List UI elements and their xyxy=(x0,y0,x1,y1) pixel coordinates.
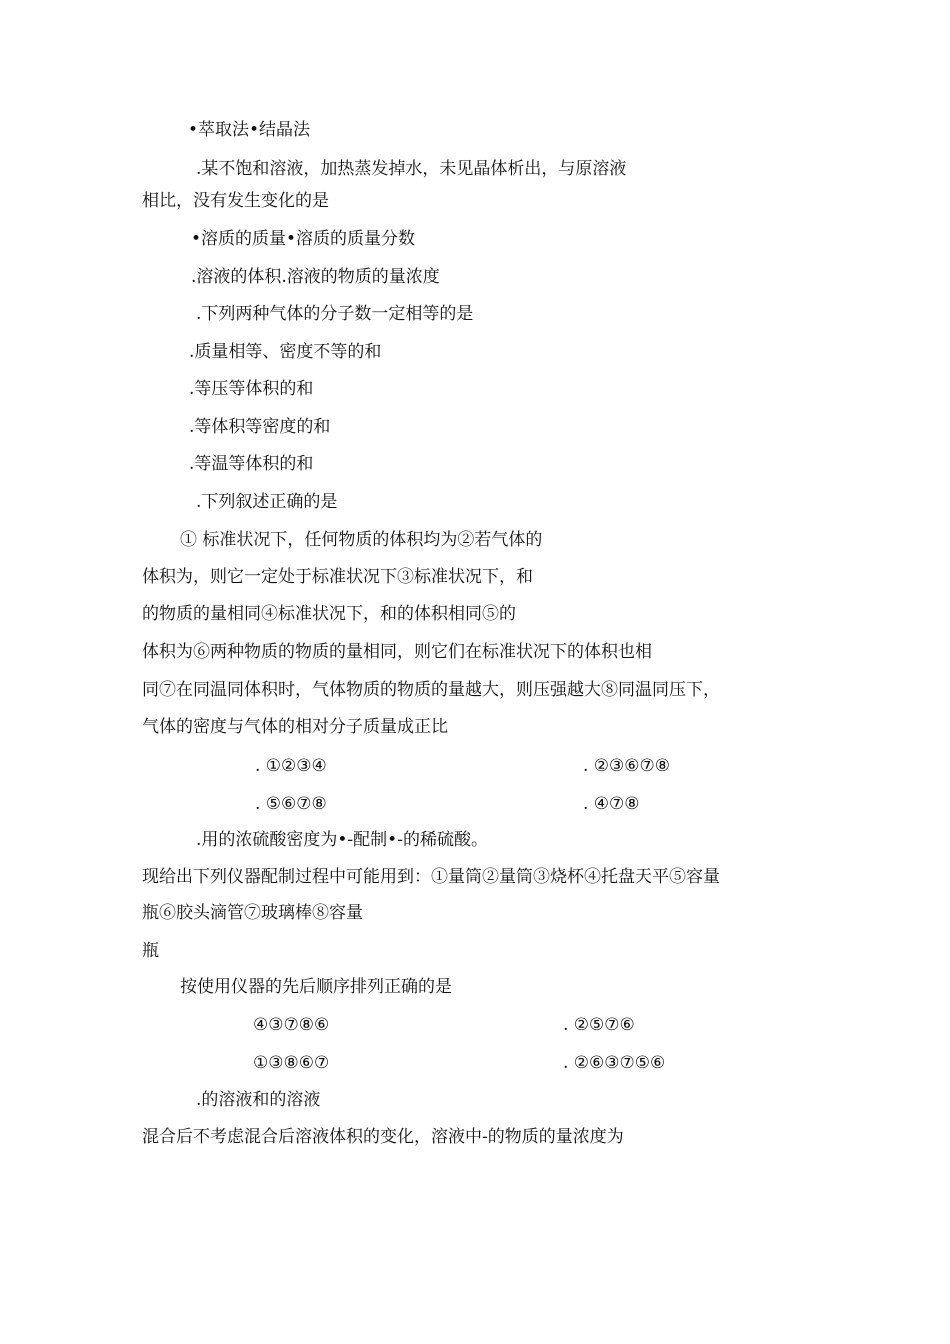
question-unsaturated-solution: .某不饱和溶液，加热蒸发掉水，未见晶体析出，与原溶液 xyxy=(196,159,627,179)
statements-line-5: 同⑦在同温同体积时，气体物质的物质的量越大，则压强越大⑧同温同压下， xyxy=(142,680,720,700)
option-line-extraction-crystallization: •萃取法•结晶法 xyxy=(188,120,311,140)
question-molecule-count: .下列两种气体的分子数一定相等的是 xyxy=(196,304,474,324)
statements-line-1: ① 标准状况下，任何物质的体积均为②若气体的 xyxy=(180,530,543,550)
question-mixed-solutions: .的溶液和的溶液 xyxy=(196,1090,321,1110)
order-option-b: . ②⑤⑦⑥ xyxy=(563,1015,635,1035)
option-equal-density: .等体积等密度的和 xyxy=(189,417,331,437)
statements-line-2: 体积为，则它一定处于标准状况下③标准状况下，和 xyxy=(142,567,533,587)
question-unsaturated-solution-cont: 相比，没有发生变化的是 xyxy=(142,191,329,211)
question-sulfuric-acid: .用的浓硫酸密度为•-配制•-的稀硫酸。 xyxy=(196,830,488,850)
order-option-a: ④③⑦⑧⑥ xyxy=(253,1015,330,1035)
question-correct-statements: .下列叙述正确的是 xyxy=(196,492,338,512)
statements-line-6: 气体的密度与气体的相对分子质量成正比 xyxy=(142,717,448,737)
order-option-d: . ②⑥③⑦⑤⑥ xyxy=(563,1053,666,1073)
option-line-solute-mass: •溶质的质量•溶质的质量分数 xyxy=(191,229,416,249)
answer-option-d: . ④⑦⑧ xyxy=(583,794,640,814)
answer-option-c: . ⑤⑥⑦⑧ xyxy=(255,794,327,814)
answer-option-a: . ①②③④ xyxy=(255,756,327,776)
instrument-list-line-1: 现给出下列仪器配制过程中可能用到：①量筒②量筒③烧杯④托盘天平⑤容量 xyxy=(142,867,720,887)
option-equal-pressure: .等压等体积的和 xyxy=(189,379,314,399)
option-equal-temperature: .等温等体积的和 xyxy=(189,454,314,474)
instrument-list-line-2: 瓶⑥胶头滴管⑦玻璃棒⑧容量 xyxy=(142,903,363,923)
statements-line-4: 体积为⑥两种物质的物质的量相同，则它们在标准状况下的体积也相 xyxy=(142,642,652,662)
question-mixed-solutions-cont: 混合后不考虑混合后溶液体积的变化，溶液中-的物质的量浓度为 xyxy=(142,1127,624,1147)
instrument-list-line-3: 瓶 xyxy=(142,941,159,961)
order-option-c: ①③⑧⑥⑦ xyxy=(253,1053,330,1073)
option-equal-mass: .质量相等、密度不等的和 xyxy=(189,342,382,362)
question-order-of-use: 按使用仪器的先后顺序排列正确的是 xyxy=(180,977,452,997)
option-line-solution-volume: .溶液的体积.溶液的物质的量浓度 xyxy=(191,267,440,287)
answer-option-b: . ②③⑥⑦⑧ xyxy=(583,756,671,776)
statements-line-3: 的物质的量相同④标准状况下，和的体积相同⑤的 xyxy=(142,604,516,624)
